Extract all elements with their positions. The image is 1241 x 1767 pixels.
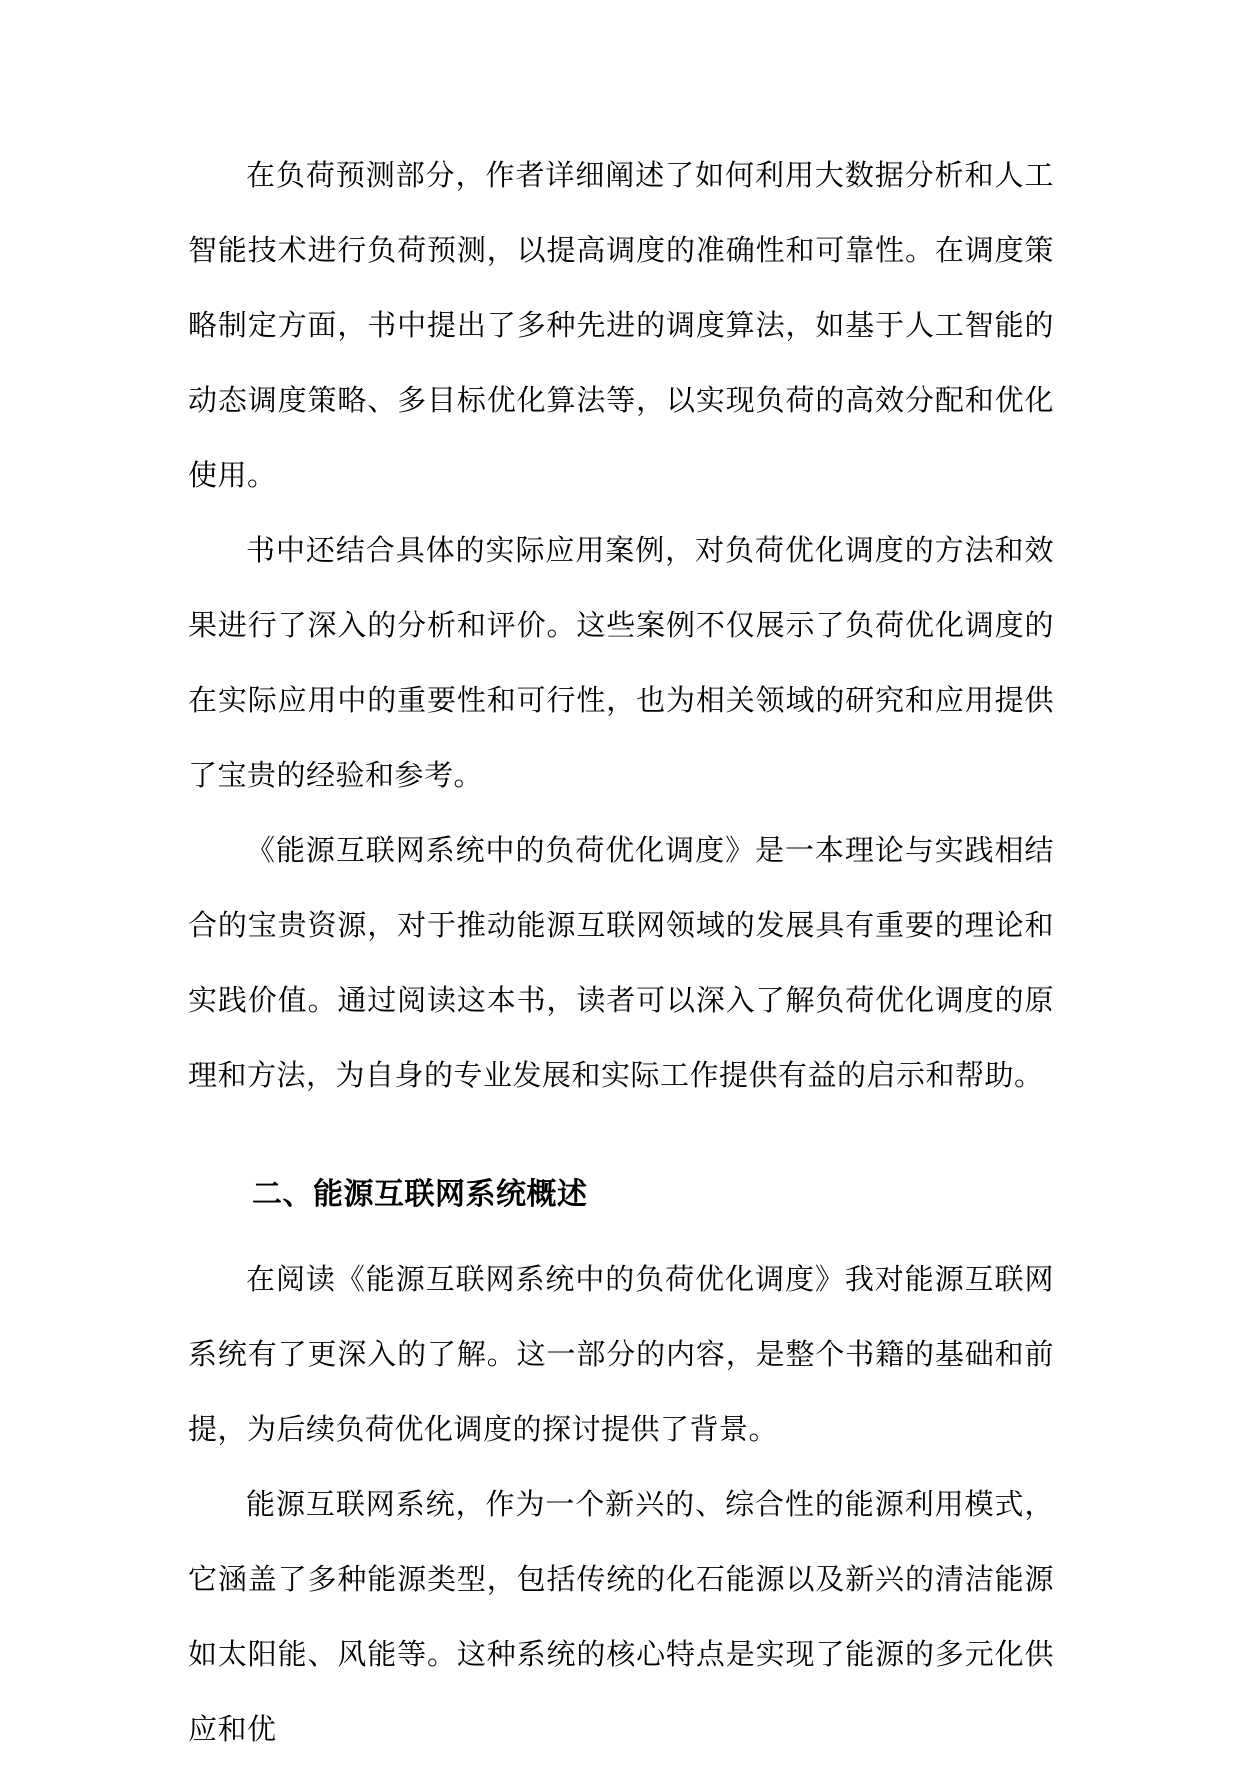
paragraph-system-definition: 能源互联网系统，作为一个新兴的、综合性的能源利用模式，它涵盖了多种能源类型，包括传统的化石能源以及新兴的清洁能源如太阳能、风能等。这种系统的核心特点是实现了能源的多元化供应和优	[188, 1487, 1054, 1746]
paragraph-system-overview-intro: 在阅读《能源互联网系统中的负荷优化调度》我对能源互联网系统有了更深入的了解。这一部分的内容，是整个书籍的基础和前提，为后续负荷优化调度的探讨提供了背景。	[188, 1262, 1054, 1446]
paragraph-book-value: 《能源互联网系统中的负荷优化调度》是一本理论与实践相结合的宝贵资源，对于推动能源互联网领域的发展具有重要的理论和实践价值。通过阅读这本书，读者可以深入了解负荷优化调度的原理和方法，为自身的专业发展和实际工作提供有益的启示和帮助。	[188, 833, 1054, 1092]
paragraph-application-cases: 书中还结合具体的实际应用案例，对负荷优化调度的方法和效果进行了深入的分析和评价。这些案例不仅展示了负荷优化调度的在实际应用中的重要性和可行性，也为相关领域的研究和应用提供了宝贵的经验和参考。	[188, 533, 1054, 792]
page-content	[188, 138, 1054, 1767]
paragraph-load-forecasting: 在负荷预测部分，作者详细阐述了如何利用大数据分析和人工智能技术进行负荷预测，以提高调度的准确性和可靠性。在调度策略制定方面，书中提出了多种先进的调度算法，如基于人工智能的动态调度策略、多目标优化算法等，以实现负荷的高效分配和优化使用。	[188, 158, 1054, 492]
section-heading: 二、能源互联网系统概述	[252, 1177, 588, 1212]
